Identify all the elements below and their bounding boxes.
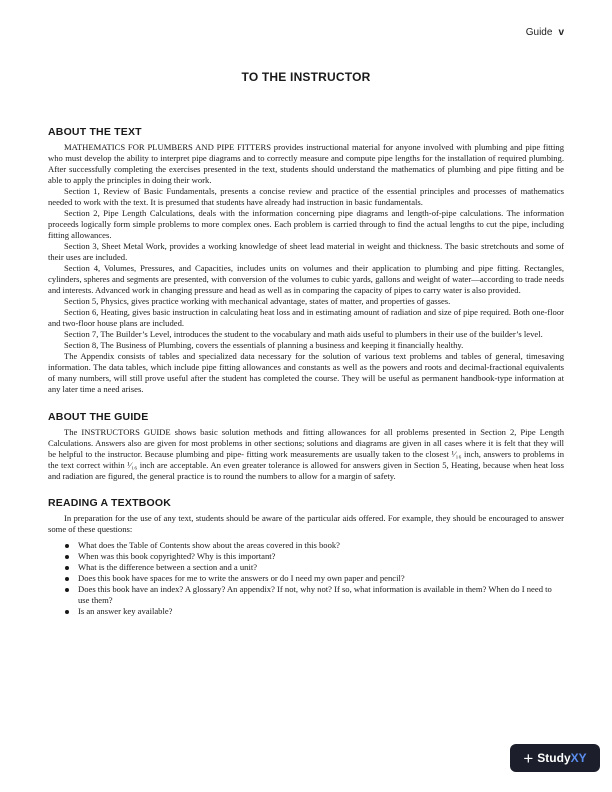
paragraph: The Appendix consists of tables and specialized data necessary for the solution of various text problems and tables of general, timesaving information. The data tables, which include pipe fitting allowances and constants as well as the powers and roots and decimal-fractional equivalents of many numbers, will still prove useful after the student has completed the course. They will be useful as permanent handbook-type information at any later time a need arises. xyxy=(48,351,564,394)
list-item: When was this book copyrighted? Why is this important? xyxy=(78,551,564,562)
paragraph: Section 6, Heating, gives basic instruction in calculating heat loss and in estimating amount of radiation and size of pipe required. Both one-floor and two-floor house plans are included. xyxy=(48,307,564,328)
section-heading: ABOUT THE TEXT xyxy=(48,126,142,138)
list-item: Is an answer key available? xyxy=(78,606,564,617)
question-list xyxy=(48,540,564,617)
running-header-label: Guide xyxy=(525,27,553,38)
paragraph: Section 1, Review of Basic Fundamentals, presents a concise review and practice of the essential principles and processes of mathematics needed to work with the text. It is presumed that students have already had instruction in basic fundamentals. xyxy=(48,186,564,207)
paragraph: Section 8, The Business of Plumbing, covers the essentials of planning a business and keeping it financially healthy. xyxy=(64,340,464,350)
paragraph: Section 2, Pipe Length Calculations, deals with the information concerning pipe diagrams and length-of-pipe calculations. The information proceeds logically form simple problems to more complex ones. Each problem is carried through to find the actual lengths to cut the pipe, including fitting allowances. xyxy=(48,208,564,240)
page-title: TO THE INSTRUCTOR xyxy=(241,70,371,84)
page-number: v xyxy=(558,27,564,38)
badge-text-prefix: Study xyxy=(537,751,571,765)
paragraph: MATHEMATICS FOR PLUMBERS AND PIPE FITTERS provides instructional material for anyone involved with plumbing and pipe fitting who must develop the ability to interpret pipe diagrams and to correctly measure and compute pipe lengths for the installation of required plumbing. After successfully completing the exercises presented in the text, students should understand the mathematics of plumbing and pipe fitting and be able to apply the principles in doing their work. xyxy=(48,142,564,185)
plus-icon: + xyxy=(523,748,534,768)
list-item: What does the Table of Contents show about the areas covered in this book? xyxy=(78,540,564,551)
paragraph: Section 3, Sheet Metal Work, provides a working knowledge of sheet lead material in weight and thickness. The basic stretchouts and some of their uses are included. xyxy=(48,241,564,262)
paragraph: The INSTRUCTORS GUIDE shows basic solution methods and fitting allowances for all problems presented in Section 2, Pipe Length Calculations. Answers also are given for most problems in other sections; solutions and diagrams are given in all cases where it is felt that they will be helpful to the instructor. Because plumbing and pipe- fitting work measurements are usually taken to the closest ¹⁄₁₆ inch, answers to problems in the text correct within ¹⁄₁₆ inch are acceptable. An even greater tolerance is allowed for answers given in Section 5, Heating, because when heat loss and radiation are figured, the general practice is to round the numbers to allow for a margin of safety. xyxy=(48,427,564,481)
section-reading-textbook xyxy=(48,497,564,617)
paragraph: Section 5, Physics, gives practice working with mechanical advantage, states of matter, and properties of gasses. xyxy=(64,296,451,306)
running-header xyxy=(526,27,564,38)
paragraph: Section 7, The Builder’s Level, introduces the student to the vocabulary and math aids useful to plumbers in their use of the builder’s level. xyxy=(64,329,543,339)
section-heading: READING A TEXTBOOK xyxy=(48,497,171,509)
document-body xyxy=(48,126,564,617)
section-about-guide xyxy=(48,411,564,482)
section-about-text xyxy=(48,126,564,395)
list-item: What is the difference between a section and a unit? xyxy=(78,562,564,573)
list-item: Does this book have an index? A glossary? An appendix? If not, why not? If so, what information is available in them? When do I need to use them? xyxy=(78,584,564,606)
paragraph: Section 4, Volumes, Pressures, and Capacities, includes units on volumes and their application to plumbing and pipe fitting. Rectangles, cylinders, spheres and segments are presented, with conversion of the volumes to cubic yards, gallons and weight of water—according to trade needs and interests. Advanced work in changing pressure and head as well as in comparing the capacity of pipes to carry water is also provided. xyxy=(48,263,564,295)
studyxy-badge[interactable] xyxy=(510,744,600,772)
badge-text-accent: XY xyxy=(570,751,587,765)
paragraph: In preparation for the use of any text, students should be aware of the particular aids offered. For example, they should be encouraged to answer some of these questions: xyxy=(48,513,564,534)
list-item: Does this book have spaces for me to write the answers or do I need my own paper and pencil? xyxy=(78,573,564,584)
section-heading: ABOUT THE GUIDE xyxy=(48,411,149,423)
